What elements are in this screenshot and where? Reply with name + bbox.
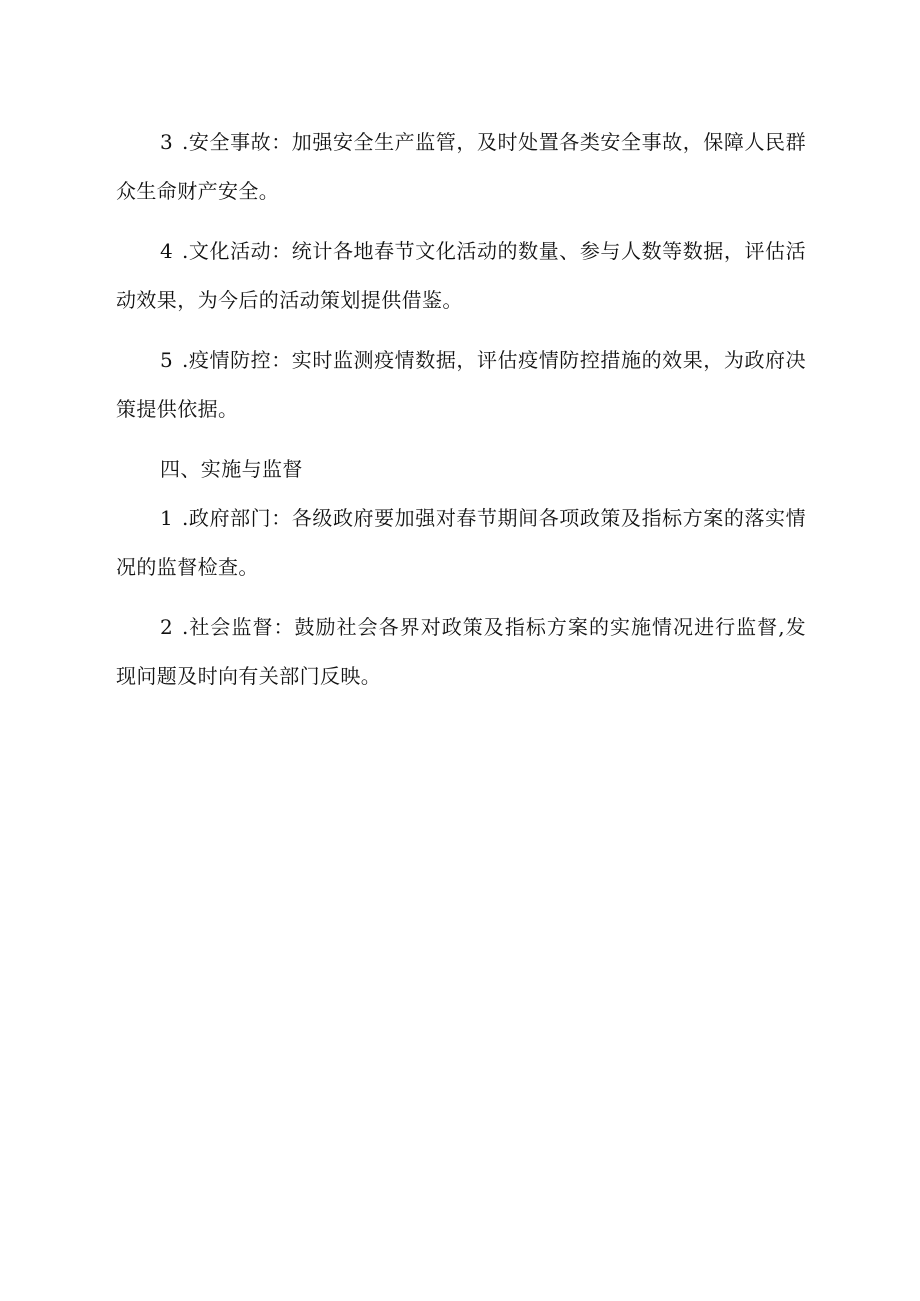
paragraph-item-3 <box>116 118 806 216</box>
section-item-number: 1 <box>160 506 174 530</box>
paragraph-number: 4 <box>160 239 174 263</box>
paragraph-text: .文化活动：统计各地春节文化活动的数量、参与人数等数据，评估活动效果，为今后的活动策划提供借鉴。 <box>116 239 806 312</box>
document-body <box>116 118 806 712</box>
paragraph-number: 5 <box>160 348 174 372</box>
paragraph-text: .安全事故：加强安全生产监管，及时处置各类安全事故，保障人民群众生命财产安全。 <box>116 130 806 203</box>
section-item-text: .社会监督：鼓励社会各界对政策及指标方案的实施情况进行监督,发现问题及时向有关部门反映。 <box>116 615 806 688</box>
section-item-number: 2 <box>160 615 174 639</box>
paragraph-number: 3 <box>160 130 174 154</box>
section-item-1 <box>116 494 806 592</box>
paragraph-text: .疫情防控：实时监测疫情数据，评估疫情防控措施的效果，为政府决策提供依据。 <box>116 348 806 421</box>
section-item-text: .政府部门：各级政府要加强对春节期间各项政策及指标方案的落实情况的监督检查。 <box>116 506 806 579</box>
paragraph-item-4 <box>116 227 806 325</box>
section-item-2 <box>116 603 806 701</box>
section-heading: 四、实施与监督 <box>160 457 303 481</box>
paragraph-item-5 <box>116 336 806 434</box>
